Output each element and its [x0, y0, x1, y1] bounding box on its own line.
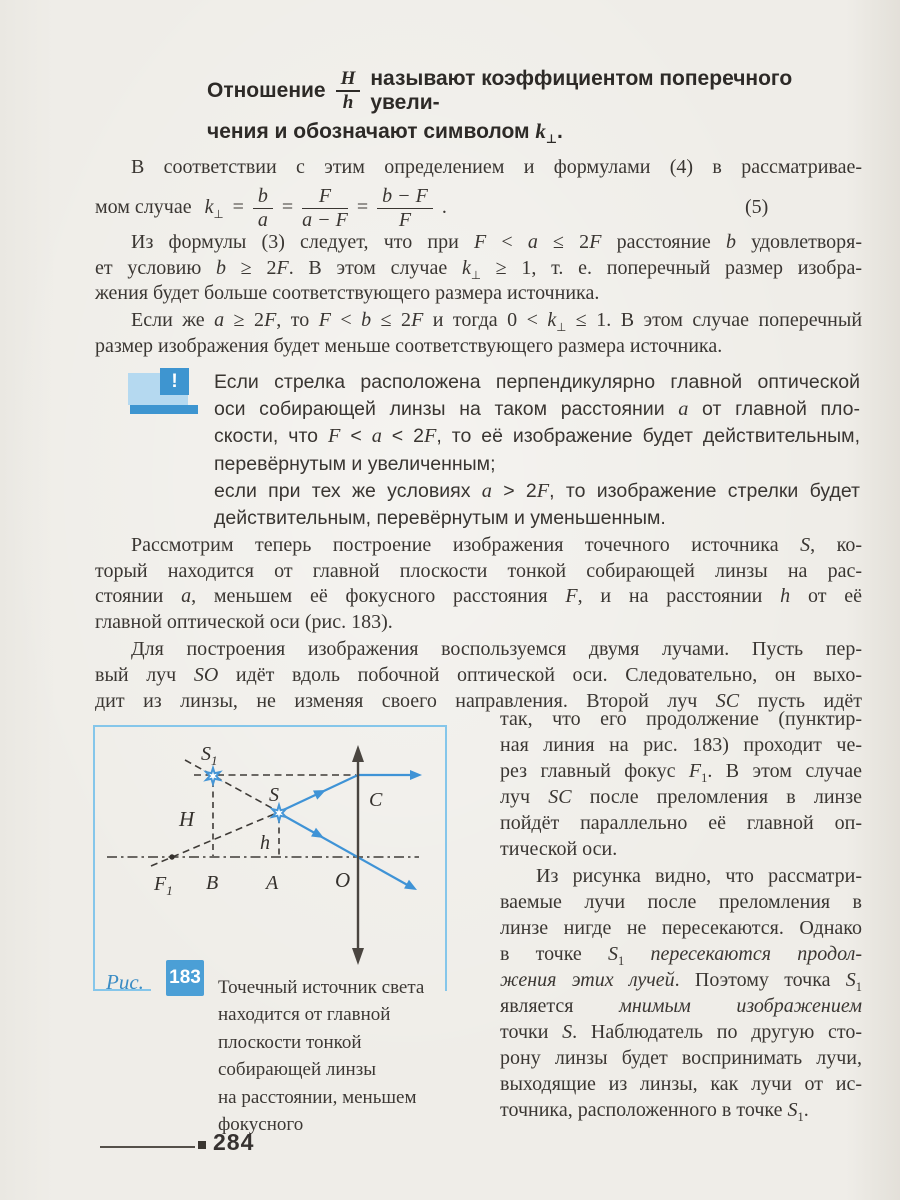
- note-box: [214, 369, 860, 532]
- text-line: рону линзы будет воспринимать лучи,: [500, 1047, 862, 1070]
- equals-sign: =: [232, 196, 244, 219]
- intro-text-after-fraction: называют коэффициентом поперечного увели-: [370, 67, 793, 114]
- fraction-F-aF: $\frac{F}{a - F}$: [302, 184, 348, 231]
- text-line: ваемые лучи после преломления в: [500, 890, 862, 913]
- paragraph-definition-reference: [95, 155, 862, 181]
- text-line: выходящие из линзы, как лучи от ис-: [500, 1073, 862, 1096]
- text-line: перевёрнутым и увеличенным;: [214, 452, 496, 475]
- label-s1: $S_1$: [201, 743, 218, 768]
- point-star-s: [272, 805, 286, 821]
- text-line: Точечный источник света: [218, 977, 425, 998]
- text-line: главной оптической оси (рис. 183).: [95, 610, 393, 633]
- text-line: является мнимым изображением: [500, 995, 862, 1018]
- paragraph-ray-construction-cont: [500, 706, 862, 863]
- text-line: на расстоянии, меньшем: [218, 1086, 417, 1108]
- label-h-capital: H: [179, 807, 195, 831]
- ray-sc: [279, 775, 413, 812]
- text-line: Из рисунка видно, что рассматри-: [536, 864, 862, 887]
- text-line: так, что его продолжение (пунктир-: [500, 708, 862, 730]
- text-line: скости, что F < a < 2F, то её изображение будет действительным,: [214, 425, 861, 448]
- text-line: стоянии a, меньшем её фокусного расстояния F, и на расстоянии h от её: [95, 585, 862, 608]
- dashed-extension-through-s1: [185, 760, 279, 812]
- paragraph-ray-construction: [95, 636, 862, 714]
- fraction-bF-F: $\frac{b - F}{F}$: [377, 186, 433, 231]
- text-line: Рассмотрим теперь построение изображения точечного источника S, ко-: [131, 534, 862, 556]
- label-o: O: [335, 868, 351, 892]
- text-line: фокусного: [218, 1114, 304, 1136]
- intro-line-1: [207, 66, 867, 116]
- note-icon: [128, 368, 198, 414]
- paragraph-case-a-greater-2F: [95, 307, 862, 359]
- text-line: вый луч SO идёт вдоль побочной оптической оси. Следовательно, он выхо-: [95, 664, 862, 686]
- point-star-s1: [206, 768, 220, 784]
- text-line: Если стрелка расположена перпендикулярно главной оптической: [214, 371, 860, 393]
- label-b: B: [206, 872, 219, 894]
- intro-line-2: чения и обозначают символом $k_\perp$.: [207, 119, 563, 147]
- text-line: пойдёт параллельно её главной оп-: [500, 812, 862, 835]
- text-line: плоскости тонкой: [218, 1031, 362, 1053]
- paragraph-formula3-consequence: [95, 230, 862, 307]
- text-line: жения будет больше соответствующего размера источника.: [95, 282, 600, 305]
- text-line: точника, расположенного в точке $S_1$.: [500, 1099, 809, 1125]
- text-line: в точке $S_1$ пересекаются продол-: [500, 942, 862, 968]
- text-line: ная линия на рис. 183) проходит че-: [500, 734, 862, 757]
- focus-point-f1: [169, 854, 174, 859]
- text-line: если при тех же условиях a > 2F, то изображение стрелки будет: [214, 479, 860, 502]
- paragraph-virtual-image: [500, 863, 862, 1124]
- text-line: рез главный фокус $F_1$. В этом случае: [500, 760, 862, 786]
- text-line: Если же a ≥ 2F, то F < b ≤ 2F и тогда $0 < k_\perp \le 1$. В этом случае поперечный: [131, 309, 863, 334]
- formula-k-perp: $k_\perp$: [204, 196, 224, 222]
- equals-sign: =: [281, 196, 294, 219]
- text-line: луч SC после преломления в линзе: [500, 786, 863, 809]
- footer-square-bullet: [198, 1141, 206, 1149]
- lens-ray-diagram: [95, 727, 445, 989]
- exclamation-icon: !: [160, 368, 189, 395]
- text-line: действительным, перевёрнутым и уменьшенным.: [214, 507, 666, 530]
- note-statement-1: [214, 369, 860, 478]
- note-statement-2: [214, 478, 860, 532]
- text-line: находится от главной: [218, 1004, 391, 1026]
- text-line: размер изображения будет меньше соответствующего размера источника.: [95, 335, 723, 357]
- formula-period: .: [441, 196, 447, 219]
- figure-caption: [218, 974, 443, 1138]
- note-icon-bar: [130, 405, 198, 414]
- text-line: оси собирающей линзы на таком расстоянии a от главной пло-: [214, 398, 860, 421]
- text-line: жения этих лучей. Поэтому точка $S_1$: [500, 968, 862, 994]
- intro-definition-block: [207, 0, 867, 147]
- label-f1: $F_1$: [154, 873, 173, 898]
- text-line: собирающей линзы: [218, 1059, 376, 1081]
- text-line: Из формулы (3) следует, что при F < a ≤ 2F расстояние b удовлетворя-: [131, 231, 863, 253]
- text-line: ет условию b ≥ 2F. В этом случае $k_\perp \ge 1$, т. е. поперечный размер изобра-: [95, 256, 862, 282]
- figure-box: [93, 725, 447, 991]
- equals-sign: =: [356, 196, 369, 219]
- text-line: торый находится от главной плоскости тонкой собирающей линзы на рас-: [95, 559, 862, 582]
- fraction-H-h: $\frac{H}{h}$: [336, 69, 361, 113]
- paragraph-point-source-setup: [95, 533, 862, 635]
- figure-label: Рис.: [106, 970, 144, 994]
- text-line: В соответствии с этим определением и формулами (4) в рассматривае-: [131, 156, 862, 178]
- footer-rule: [100, 1146, 195, 1148]
- text-line: тической оси.: [500, 838, 618, 861]
- intro-text-before-fraction: Отношение: [207, 79, 326, 102]
- label-a: A: [266, 872, 279, 894]
- label-h-small: h: [260, 832, 270, 854]
- page-number: 284: [213, 1129, 255, 1155]
- text-line: дит из линзы, не изменяя своего направления. Второй луч SC пусть идёт: [95, 690, 863, 712]
- formula-lead-text: мом случае: [95, 196, 192, 219]
- text-line: точки S. Наблюдатель по другую сто-: [500, 1021, 863, 1044]
- text-line: Для построения изображения воспользуемся двумя лучами. Пусть пер-: [131, 638, 862, 660]
- figure-number-badge: 183: [166, 960, 204, 996]
- formula-5: [95, 182, 862, 234]
- label-s: S: [269, 784, 279, 806]
- text-line: линзе нигде не пересекаются. Однако: [500, 916, 862, 939]
- right-column: [500, 706, 862, 1124]
- label-c: C: [369, 789, 383, 811]
- fraction-b-a: $\frac{b}{a}$: [253, 186, 273, 231]
- equation-number: (5): [745, 196, 769, 219]
